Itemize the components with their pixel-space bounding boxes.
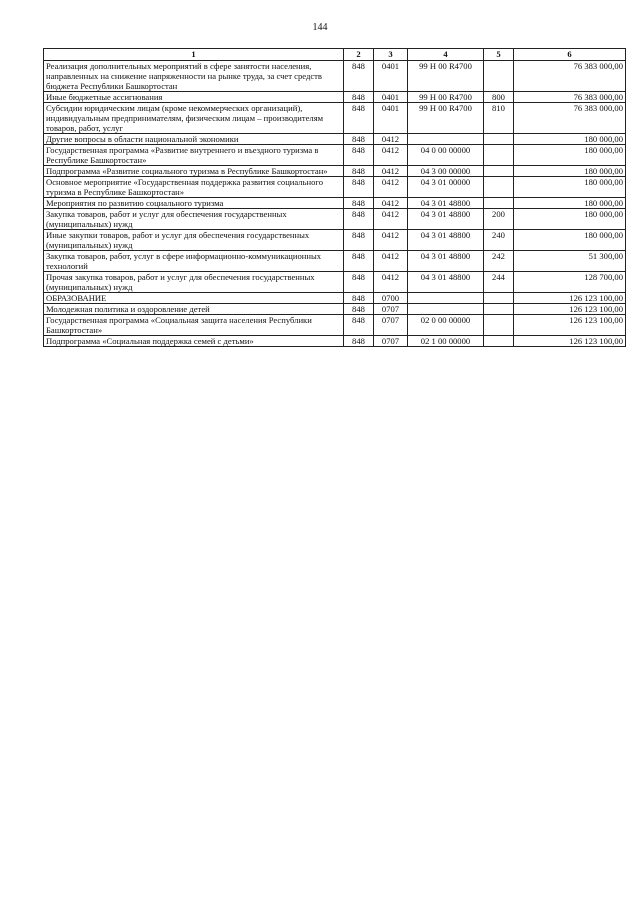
- row-code3-cell: 0412: [374, 209, 408, 230]
- row-code2-cell: 848: [344, 251, 374, 272]
- row-code3-cell: 0412: [374, 272, 408, 293]
- table-row: [44, 272, 626, 293]
- row-amount-cell: 180 000,00: [514, 209, 626, 230]
- table-body: [44, 61, 626, 347]
- row-code2-cell: 848: [344, 92, 374, 103]
- table-row: [44, 103, 626, 134]
- row-code2-cell: 848: [344, 304, 374, 315]
- row-code5-cell: 244: [484, 272, 514, 293]
- row-amount-cell: 180 000,00: [514, 177, 626, 198]
- row-code4-cell: 04 3 01 00000: [408, 177, 484, 198]
- row-code5-cell: [484, 293, 514, 304]
- row-code4-cell: 04 3 00 00000: [408, 166, 484, 177]
- row-code5-cell: [484, 336, 514, 347]
- row-code4-cell: [408, 304, 484, 315]
- row-code5-cell: [484, 61, 514, 92]
- row-code4-cell: 04 3 01 48800: [408, 198, 484, 209]
- row-code4-cell: 02 1 00 00000: [408, 336, 484, 347]
- row-code2-cell: 848: [344, 293, 374, 304]
- row-code4-cell: 99 Н 00 R4700: [408, 103, 484, 134]
- column-header: 2: [344, 49, 374, 61]
- row-code5-cell: 240: [484, 230, 514, 251]
- row-code5-cell: [484, 145, 514, 166]
- row-code3-cell: 0412: [374, 134, 408, 145]
- row-amount-cell: 76 383 000,00: [514, 92, 626, 103]
- table-row: [44, 134, 626, 145]
- row-code5-cell: [484, 166, 514, 177]
- table-row: [44, 61, 626, 92]
- row-code2-cell: 848: [344, 336, 374, 347]
- table-row: [44, 315, 626, 336]
- row-code3-cell: 0412: [374, 230, 408, 251]
- table-row: [44, 230, 626, 251]
- row-code5-cell: [484, 134, 514, 145]
- row-amount-cell: 180 000,00: [514, 134, 626, 145]
- row-code3-cell: 0401: [374, 92, 408, 103]
- row-code5-cell: [484, 198, 514, 209]
- row-code2-cell: 848: [344, 315, 374, 336]
- row-code4-cell: 04 3 01 48800: [408, 272, 484, 293]
- row-name-cell: Закупка товаров, работ и услуг для обеспечения государственных (муниципальных) нужд: [44, 209, 344, 230]
- row-code5-cell: 200: [484, 209, 514, 230]
- row-code3-cell: 0401: [374, 103, 408, 134]
- row-code3-cell: 0412: [374, 166, 408, 177]
- row-code3-cell: 0707: [374, 315, 408, 336]
- row-name-cell: Прочая закупка товаров, работ и услуг для обеспечения государственных (муниципальных) нужд: [44, 272, 344, 293]
- row-name-cell: ОБРАЗОВАНИЕ: [44, 293, 344, 304]
- row-code2-cell: 848: [344, 230, 374, 251]
- column-header: 4: [408, 49, 484, 61]
- row-name-cell: Иные закупки товаров, работ и услуг для обеспечения государственных (муниципальных) нужд: [44, 230, 344, 251]
- row-name-cell: Государственная программа «Социальная защита населения Республики Башкортостан»: [44, 315, 344, 336]
- row-amount-cell: 180 000,00: [514, 166, 626, 177]
- row-code4-cell: 99 Н 00 R4700: [408, 61, 484, 92]
- row-code3-cell: 0700: [374, 293, 408, 304]
- table-row: [44, 177, 626, 198]
- row-code5-cell: [484, 177, 514, 198]
- column-header: 6: [514, 49, 626, 61]
- page-number: 144: [312, 22, 328, 33]
- row-name-cell: Мероприятия по развитию социального туризма: [44, 198, 344, 209]
- row-name-cell: Реализация дополнительных мероприятий в сфере занятости населения, направленных на снижение напряженности на рынке труда, за счет средств бюджета Республики Башкортостан: [44, 61, 344, 92]
- row-amount-cell: 126 123 100,00: [514, 315, 626, 336]
- table-row: [44, 198, 626, 209]
- row-amount-cell: 126 123 100,00: [514, 304, 626, 315]
- table-row: [44, 251, 626, 272]
- row-name-cell: Закупка товаров, работ, услуг в сфере информационно-коммуникационных технологий: [44, 251, 344, 272]
- row-name-cell: Другие вопросы в области национальной экономики: [44, 134, 344, 145]
- table-row: [44, 304, 626, 315]
- row-name-cell: Подпрограмма «Социальная поддержка семей с детьми»: [44, 336, 344, 347]
- row-code2-cell: 848: [344, 145, 374, 166]
- row-code2-cell: 848: [344, 209, 374, 230]
- row-amount-cell: 180 000,00: [514, 198, 626, 209]
- row-name-cell: Подпрограмма «Развитие социального туризма в Республике Башкортостан»: [44, 166, 344, 177]
- row-amount-cell: 126 123 100,00: [514, 293, 626, 304]
- row-amount-cell: 126 123 100,00: [514, 336, 626, 347]
- row-code2-cell: 848: [344, 103, 374, 134]
- row-amount-cell: 51 300,00: [514, 251, 626, 272]
- row-code3-cell: 0401: [374, 61, 408, 92]
- row-code3-cell: 0412: [374, 198, 408, 209]
- row-code3-cell: 0412: [374, 145, 408, 166]
- row-name-cell: Молодежная политика и оздоровление детей: [44, 304, 344, 315]
- row-amount-cell: 128 700,00: [514, 272, 626, 293]
- row-code2-cell: 848: [344, 177, 374, 198]
- row-amount-cell: 180 000,00: [514, 145, 626, 166]
- row-name-cell: Государственная программа «Развитие внутреннего и въездного туризма в Республике Башкортостан»: [44, 145, 344, 166]
- table-row: [44, 209, 626, 230]
- row-code4-cell: [408, 134, 484, 145]
- table-row: [44, 92, 626, 103]
- column-header: 3: [374, 49, 408, 61]
- row-code5-cell: [484, 315, 514, 336]
- row-amount-cell: 180 000,00: [514, 230, 626, 251]
- table-row: [44, 293, 626, 304]
- budget-table: [43, 48, 626, 347]
- column-header: 1: [44, 49, 344, 61]
- row-code5-cell: 800: [484, 92, 514, 103]
- row-code2-cell: 848: [344, 61, 374, 92]
- row-amount-cell: 76 383 000,00: [514, 61, 626, 92]
- row-code4-cell: 04 3 01 48800: [408, 251, 484, 272]
- table-header-row: [44, 49, 626, 61]
- row-code4-cell: 02 0 00 00000: [408, 315, 484, 336]
- row-name-cell: Субсидии юридическим лицам (кроме некоммерческих организаций), индивидуальным предпринимателям, физическим лицам – производителям товаров, работ, услуг: [44, 103, 344, 134]
- row-code3-cell: 0707: [374, 336, 408, 347]
- row-code4-cell: 04 3 01 48800: [408, 230, 484, 251]
- row-code5-cell: 810: [484, 103, 514, 134]
- row-code2-cell: 848: [344, 198, 374, 209]
- row-code3-cell: 0412: [374, 177, 408, 198]
- row-code4-cell: 04 3 01 48800: [408, 209, 484, 230]
- row-name-cell: Основное мероприятие «Государственная поддержка развития социального туризма в Республике Башкортостан»: [44, 177, 344, 198]
- row-code5-cell: 242: [484, 251, 514, 272]
- row-code4-cell: [408, 293, 484, 304]
- row-code5-cell: [484, 304, 514, 315]
- row-code3-cell: 0412: [374, 251, 408, 272]
- row-code4-cell: 99 Н 00 R4700: [408, 92, 484, 103]
- row-code2-cell: 848: [344, 134, 374, 145]
- row-code3-cell: 0707: [374, 304, 408, 315]
- row-code2-cell: 848: [344, 272, 374, 293]
- table-row: [44, 166, 626, 177]
- row-code4-cell: 04 0 00 00000: [408, 145, 484, 166]
- row-code2-cell: 848: [344, 166, 374, 177]
- column-header: 5: [484, 49, 514, 61]
- table-row: [44, 145, 626, 166]
- row-amount-cell: 76 383 000,00: [514, 103, 626, 134]
- row-name-cell: Иные бюджетные ассигнования: [44, 92, 344, 103]
- table-row: [44, 336, 626, 347]
